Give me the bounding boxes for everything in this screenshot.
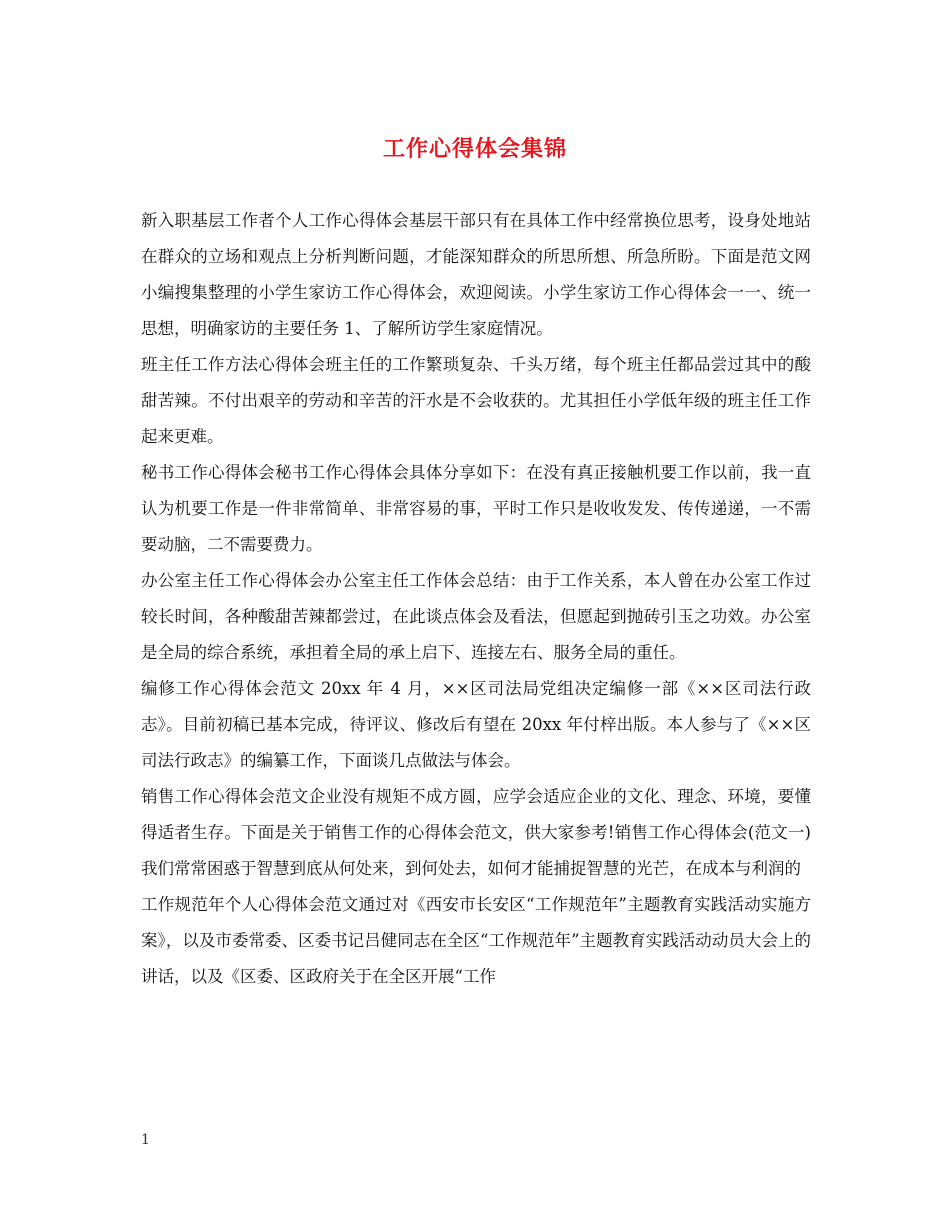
paragraph-standard-year: 工作规范年个人心得体会范文通过对《西安市长安区“工作规范年”主题教育实践活动实施方案》，以及市委常委、区委书记吕健同志在全区“工作规范年”主题教育实践活动动员大会上的讲话，以及《区委、区政府关于在全区开展“工作 (141, 895, 811, 986)
paragraph-editing: 编修工作心得体会范文 20xx 年 4 月，××区司法局党组决定编修一部《××区司法行政志》。目前初稿已基本完成，待评议、修改后有望在 20xx 年付梓出版。本人参与了《××区司法行政志》的编纂工作，下面谈几点做法与体会。 (141, 679, 811, 770)
paragraph-sales: 销售工作心得体会范文企业没有规矩不成方圆，应学会适应企业的文化、理念、环境，要懂得适者生存。下面是关于销售工作的心得体会范文，供大家参考!销售工作心得体会(范文一)我们常常困惑于智慧到底从何处来，到何处去，如何才能捕捉智慧的光芒，在成本与利润的 (141, 787, 811, 878)
paragraph-secretary: 秘书工作心得体会秘书工作心得体会具体分享如下：在没有真正接触机要工作以前，我一直认为机要工作是一件非常简单、非常容易的事，平时工作只是收收发发、传传递递，一不需要动脑，二不需要费力。 (141, 463, 811, 554)
paragraph-office-director: 办公室主任工作心得体会办公室主任工作体会总结：由于工作关系，本人曾在办公室工作过较长时间，各种酸甜苦辣都尝过，在此谈点体会及看法，但愿起到抛砖引玉之功效。办公室是全局的综合系统，承担着全局的承上启下、连接左右、服务全局的重任。 (141, 571, 811, 662)
page-number: 1 (141, 1132, 150, 1148)
document-body (141, 203, 811, 995)
document-title: 工作心得体会集锦 (382, 136, 567, 162)
paragraph-class-teacher: 班主任工作方法心得体会班主任的工作繁琐复杂、千头万绪，每个班主任都品尝过其中的酸甜苦辣。不付出艰辛的劳动和辛苦的汗水是不会收获的。尤其担任小学低年级的班主任工作起来更难。 (141, 355, 811, 446)
paragraph-new-staff: 新入职基层工作者个人工作心得体会基层干部只有在具体工作中经常换位思考，设身处地站在群众的立场和观点上分析判断问题，才能深知群众的所思所想、所急所盼。下面是范文网小编搜集整理的小学生家访工作心得体会，欢迎阅读。小学生家访工作心得体会一一、统一思想，明确家访的主要任务 1、了解所访学生家庭情况。 (141, 211, 811, 338)
